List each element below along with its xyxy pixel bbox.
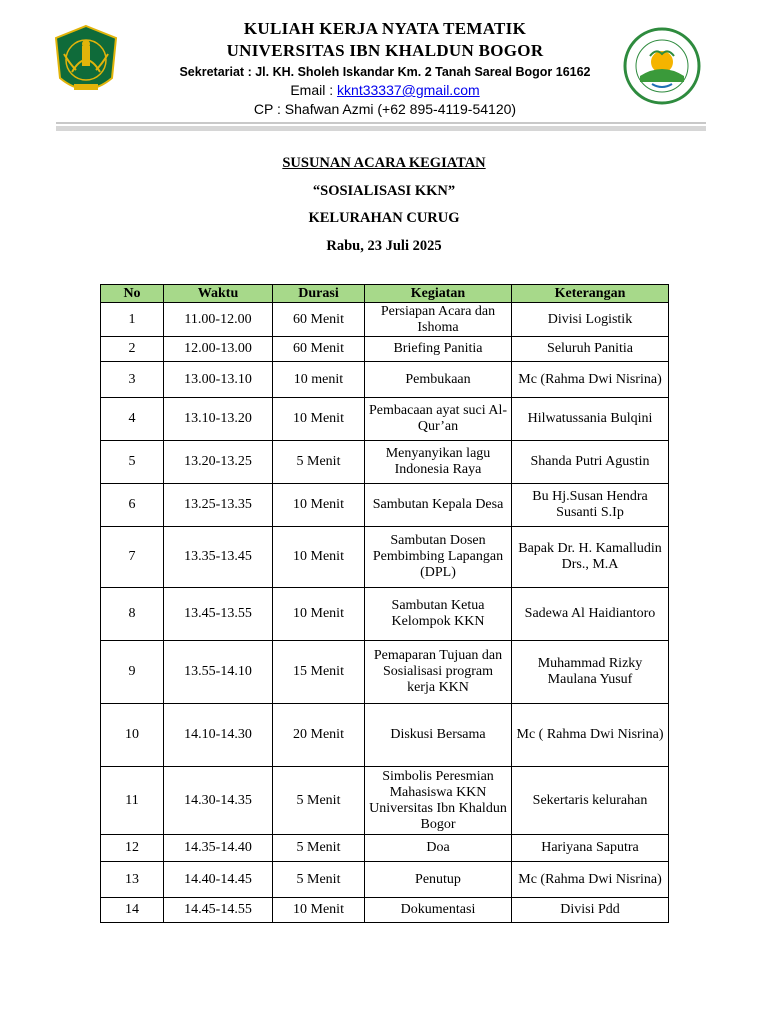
- cell-durasi: 5 Menit: [273, 767, 365, 835]
- cell-keterangan: Seluruh Panitia: [512, 337, 669, 362]
- cell-no: 6: [101, 484, 164, 527]
- cell-kegiatan: Pemaparan Tujuan dan Sosialisasi program kerja KKN: [365, 641, 512, 704]
- table-row: [101, 337, 669, 362]
- cell-waktu: 11.00-12.00: [164, 303, 273, 337]
- letterhead-title: KULIAH KERJA NYATA TEMATIK: [243, 19, 527, 38]
- cell-waktu: 13.00-13.10: [164, 362, 273, 398]
- header-durasi: Durasi: [273, 285, 365, 303]
- cell-durasi: 60 Menit: [273, 303, 365, 337]
- table-row: [101, 441, 669, 484]
- cell-keterangan: Shanda Putri Agustin: [512, 441, 669, 484]
- table-row: [101, 704, 669, 767]
- cell-waktu: 14.45-14.55: [164, 898, 273, 923]
- event-date: Rabu, 23 Juli 2025: [326, 238, 442, 254]
- header-no: No: [101, 285, 164, 303]
- cell-no: 1: [101, 303, 164, 337]
- cell-no: 8: [101, 588, 164, 641]
- letterhead-rule: [56, 122, 706, 124]
- cell-keterangan: Mc (Rahma Dwi Nisrina): [512, 862, 669, 898]
- cell-kegiatan: Sambutan Ketua Kelompok KKN: [365, 588, 512, 641]
- header-kegiatan: Kegiatan: [365, 285, 512, 303]
- cell-waktu: 14.10-14.30: [164, 704, 273, 767]
- cell-kegiatan: Menyanyikan lagu Indonesia Raya: [365, 441, 512, 484]
- cell-no: 13: [101, 862, 164, 898]
- table-row: [101, 303, 669, 337]
- cell-kegiatan: Diskusi Bersama: [365, 704, 512, 767]
- letterhead: [0, 0, 768, 135]
- cell-kegiatan: Sambutan Kepala Desa: [365, 484, 512, 527]
- cell-durasi: 60 Menit: [273, 337, 365, 362]
- email-label: Email :: [290, 82, 338, 98]
- table-row: [101, 398, 669, 441]
- cell-durasi: 10 Menit: [273, 527, 365, 588]
- email-link[interactable]: kknt33337@gmail.com: [337, 82, 480, 98]
- cell-waktu: 13.10-13.20: [164, 398, 273, 441]
- table-header-row: [101, 285, 669, 303]
- cell-waktu: 12.00-13.00: [164, 337, 273, 362]
- cell-durasi: 10 menit: [273, 362, 365, 398]
- letterhead-university: UNIVERSITAS IBN KHALDUN BOGOR: [226, 41, 544, 60]
- cell-no: 12: [101, 835, 164, 862]
- table-row: [101, 362, 669, 398]
- table-row: [101, 527, 669, 588]
- cell-no: 11: [101, 767, 164, 835]
- table-row: [101, 484, 669, 527]
- schedule-table: [100, 284, 669, 923]
- event-location: KELURAHAN CURUG: [308, 210, 460, 226]
- cell-keterangan: Bu Hj.Susan Hendra Susanti S.Ip: [512, 484, 669, 527]
- cell-durasi: 10 Menit: [273, 898, 365, 923]
- cell-waktu: 13.35-13.45: [164, 527, 273, 588]
- table-row: [101, 767, 669, 835]
- cell-kegiatan: Sambutan Dosen Pembimbing Lapangan (DPL): [365, 527, 512, 588]
- cell-keterangan: Mc ( Rahma Dwi Nisrina): [512, 704, 669, 767]
- cell-no: 5: [101, 441, 164, 484]
- cell-kegiatan: Briefing Panitia: [365, 337, 512, 362]
- cell-no: 10: [101, 704, 164, 767]
- cell-no: 14: [101, 898, 164, 923]
- cell-durasi: 15 Menit: [273, 641, 365, 704]
- table-row: [101, 835, 669, 862]
- cell-keterangan: Hilwatussania Bulqini: [512, 398, 669, 441]
- cell-durasi: 10 Menit: [273, 484, 365, 527]
- letterhead-email: [150, 81, 620, 100]
- table-row: [101, 898, 669, 923]
- cell-waktu: 14.30-14.35: [164, 767, 273, 835]
- cell-kegiatan: Pembacaan ayat suci Al-Qur’an: [365, 398, 512, 441]
- cell-kegiatan: Penutup: [365, 862, 512, 898]
- cell-keterangan: Sadewa Al Haidiantoro: [512, 588, 669, 641]
- cell-durasi: 10 Menit: [273, 588, 365, 641]
- cell-durasi: 5 Menit: [273, 835, 365, 862]
- cell-keterangan: Bapak Dr. H. Kamalludin Drs., M.A: [512, 527, 669, 588]
- cell-durasi: 10 Menit: [273, 398, 365, 441]
- cell-waktu: 14.40-14.45: [164, 862, 273, 898]
- university-logo-icon: [50, 24, 122, 100]
- document-title: SUSUNAN ACARA KEGIATAN: [282, 155, 486, 171]
- cell-keterangan: Divisi Logistik: [512, 303, 669, 337]
- cell-keterangan: Mc (Rahma Dwi Nisrina): [512, 362, 669, 398]
- cell-durasi: 5 Menit: [273, 441, 365, 484]
- table-row: [101, 588, 669, 641]
- cell-no: 7: [101, 527, 164, 588]
- header-keterangan: Keterangan: [512, 285, 669, 303]
- cell-kegiatan: Pembukaan: [365, 362, 512, 398]
- cell-keterangan: Sekertaris kelurahan: [512, 767, 669, 835]
- letterhead-contact: CP : Shafwan Azmi (+62 895-4119-54120): [253, 101, 517, 117]
- letterhead-rule-thick: [56, 126, 706, 131]
- table-row: [101, 641, 669, 704]
- cell-kegiatan: Dokumentasi: [365, 898, 512, 923]
- cell-durasi: 5 Menit: [273, 862, 365, 898]
- cell-waktu: 13.45-13.55: [164, 588, 273, 641]
- kkn-logo-icon: [622, 26, 702, 106]
- cell-keterangan: Divisi Pdd: [512, 898, 669, 923]
- cell-kegiatan: Persiapan Acara dan Ishoma: [365, 303, 512, 337]
- letterhead-address: Sekretariat : Jl. KH. Sholeh Iskandar Km. 2 Tanah Sareal Bogor 16162: [179, 65, 591, 79]
- table-row: [101, 862, 669, 898]
- cell-no: 4: [101, 398, 164, 441]
- cell-waktu: 13.25-13.35: [164, 484, 273, 527]
- cell-waktu: 13.20-13.25: [164, 441, 273, 484]
- event-name: “SOSIALISASI KKN”: [312, 183, 456, 199]
- cell-no: 9: [101, 641, 164, 704]
- cell-keterangan: Muhammad Rizky Maulana Yusuf: [512, 641, 669, 704]
- header-waktu: Waktu: [164, 285, 273, 303]
- cell-no: 2: [101, 337, 164, 362]
- cell-keterangan: Hariyana Saputra: [512, 835, 669, 862]
- cell-waktu: 14.35-14.40: [164, 835, 273, 862]
- cell-kegiatan: Simbolis Peresmian Mahasiswa KKN Universitas Ibn Khaldun Bogor: [365, 767, 512, 835]
- cell-waktu: 13.55-14.10: [164, 641, 273, 704]
- cell-durasi: 20 Menit: [273, 704, 365, 767]
- cell-no: 3: [101, 362, 164, 398]
- cell-kegiatan: Doa: [365, 835, 512, 862]
